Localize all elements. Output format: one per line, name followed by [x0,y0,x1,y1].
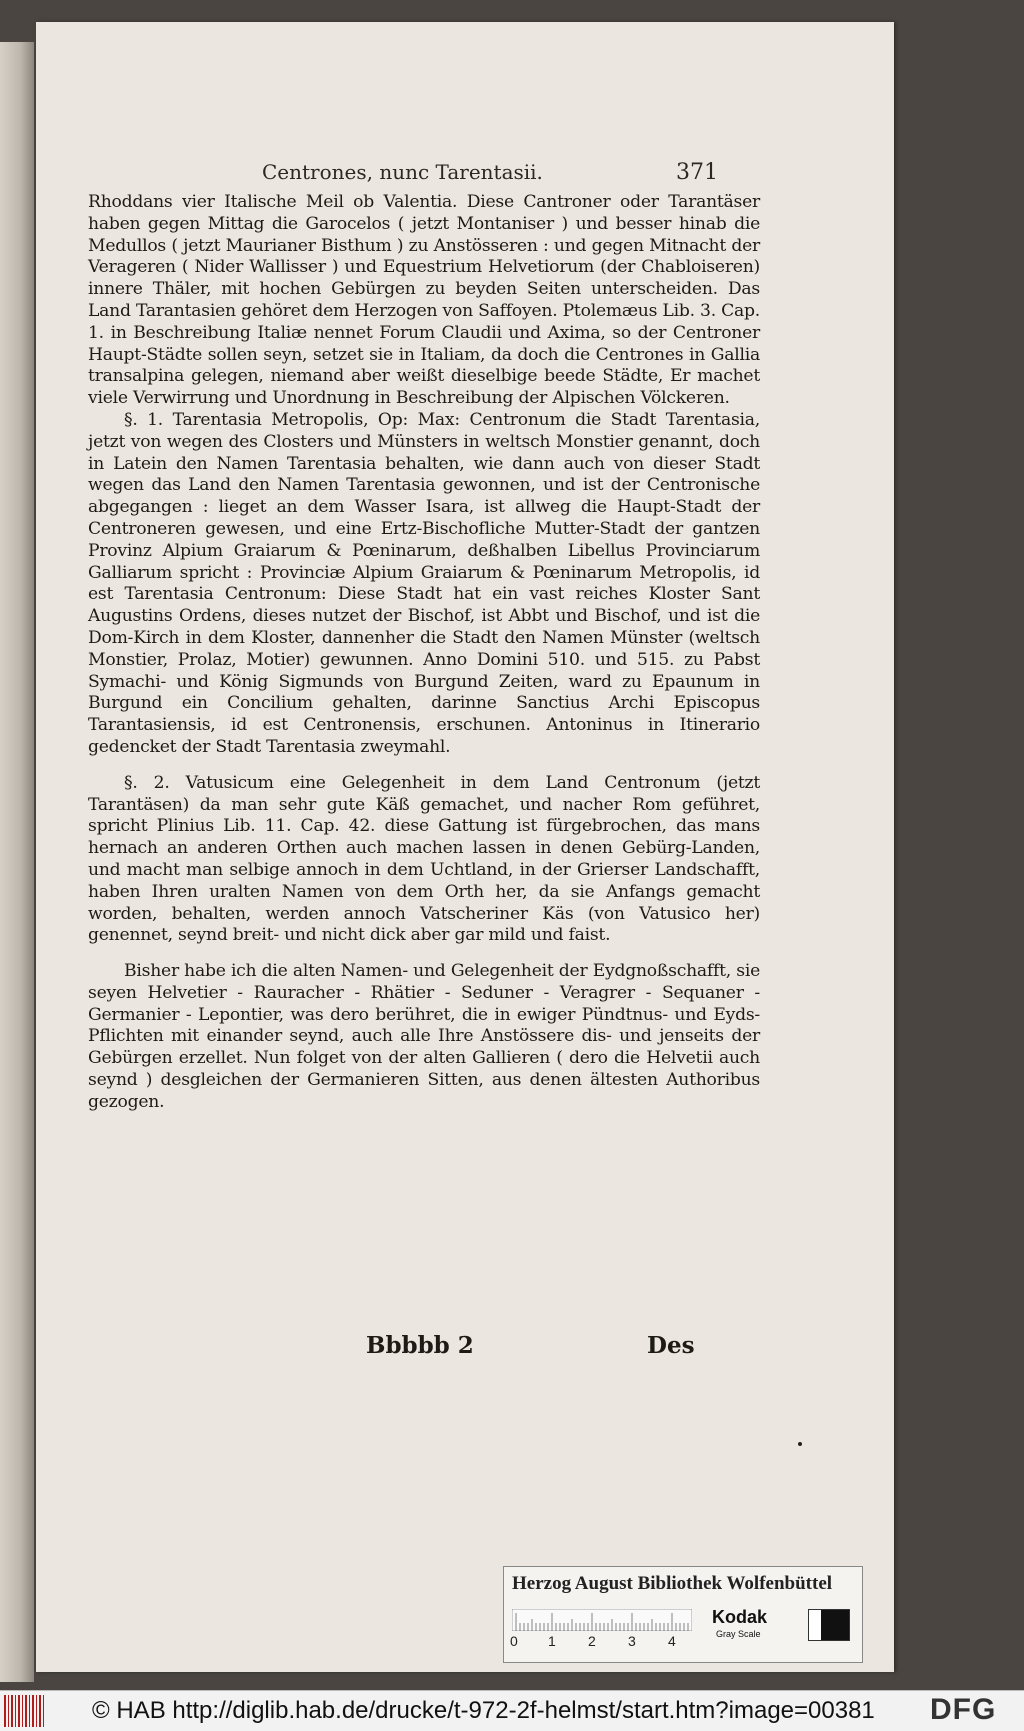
paragraph-conclusion: Bisher habe ich die alten Namen- und Gelegenheit der Eydgnoßschafft, sie seyen Helvetier - Rauracher - Rhätier - Seduner - Veragrer - Sequaner - Germanier - Lepontier, was dero berühret, die in ewiger Pündtnus- und Eyds-Pflichten mit einander seynd, auch alle Ihre Anstössere dis- und jenseits der Gebürgen erzellet. Nun folget von der alten Gallieren ( dero die Helvetii auch seynd ) desgleichen der Germanieren Sitten, aus denen ältesten Authoribus gezogen. [88,961,760,1112]
dfg-logo: DFG [930,1693,997,1726]
paragraph-section-1: §. 1. Tarentasia Metropolis, Op: Max: Centronum die Stadt Tarentasia, jetzt von wegen des Closters und Münsters in weltsch Monstier genannt, doch in Latein den Namen Tarentasia behalten, wie dann auch von dieser Stadt wegen das Land den Namen Tarentasia gewonnen, und ist der Centronische abgegangen : lieget an dem Wasser Isara, ist allweg die Haupt-Stadt der Centroneren gewesen, und eine Ertz-Bischofliche Mutter-Stadt der gantzen Provinz Alpium Graiarum & Pœninarum, deßhalben Libellus Provinciarum Galliarum spricht : Provinciæ Alpium Graiarum & Pœninarum Metropolis, id est Tarentasia Centronum: Diese Stadt hat ein vast reiches Kloster Sant Augustins Ordens, dieses nutzet der Bischof, ist Abbt und Bischof, und ist die Dom-Kirch in dem Kloster, dannenher die Stadt den Namen Münster (weltsch Monstier, Prolaz, Motier) gewunnen. Anno Domini 510. und 515. zu Pabst Symachi- und König Sigmunds von Burgund Zeiten, ward zu Epaunum in Burgund ein Concilium gehalten, darinne Sanctius Archi Episcopus Tarantasiensis, id est Centronensis, erschunen. Antoninus in Itinerario gedencket der Stadt Tarentasia zweymahl. [88,409,760,757]
source-url[interactable]: © HAB http://diglib.hab.de/drucke/t-972-2f-helmst/start.htm?image=00381 [92,1697,875,1724]
scanned-page [36,22,894,1672]
color-calibration-card [503,1566,863,1663]
paragraph-section-2: §. 2. Vatusicum eine Gelegenheit in dem Land Centronum (jetzt Tarantäsen) da man sehr gute Käß gemachet, und nacher Rom geführet, spricht Plinius Lib. 11. Cap. 42. diese Gattung ist fürgebrochen, das mans hernach an anderen Orthen auch machen lassen in denen Gebürg-Landen, und macht man selbige annoch in dem Uchtland, in der Grierser Landschafft, haben Ihren uralten Namen von dem Orth her, da sie Anfangs gemacht worden, behalten, werden annoch Vatscheriner Käs (von Vatusico her) genennet, seynd breit- und nicht dick aber gar mild und faist. [88,772,760,946]
running-title: Centrones, nunc Tarentasii. [262,160,543,184]
body-text [88,192,760,1114]
paragraph-intro: Rhoddans vier Italische Meil ob Valentia. Diese Cantroner oder Tarantäser haben gegen Mittag die Garocelos ( jetzt Montaniser ) und besser hinab die Medullos ( jetzt Maurianer Bisthum ) zu Anstösseren : und gegen Mitnacht der Verageren ( Nider Wallisser ) und Equestrium Helvetiorum (der Chabloiseren) innere Thäler, mit hochen Gebürgen zu beyden Seiten unterscheiden. Das Land Tarantasien gehöret dem Herzogen von Saffoyen. Ptolemæus Lib. 3. Cap. 1. in Beschreibung Italiæ nennet Forum Claudii und Axima, so der Centroner Haupt-Städte sollen seyn, setzet sie in Italiam, da doch die Centrones in Gallia transalpina gelegen, niemand aber weißt dieselbige beede Städte, Er machet viele Verwirrung und Unordnung in Beschreibung der Alpischen Völckeren. [88,192,760,409]
adjacent-page-edge [0,42,34,1682]
signature-mark: Bbbbb 2 [366,1332,474,1359]
ink-speck [798,1442,802,1446]
gray-scale-label: Gray Scale [716,1629,761,1639]
catchword: Des [647,1332,695,1359]
scale-label: 3 [628,1633,636,1649]
barcode-icon [4,1695,46,1727]
scale-label: 1 [548,1633,556,1649]
scale-label: 0 [510,1633,518,1649]
scale-label: 4 [668,1633,676,1649]
ruler-scale [512,1609,692,1631]
source-status-bar [0,1690,1024,1731]
scale-label: 2 [588,1633,596,1649]
page-number: 371 [676,160,718,185]
card-title: Herzog August Bibliothek Wolfenbüttel [512,1573,833,1594]
kodak-logo: Kodak [712,1607,768,1627]
gray-scale-patch [808,1609,850,1641]
